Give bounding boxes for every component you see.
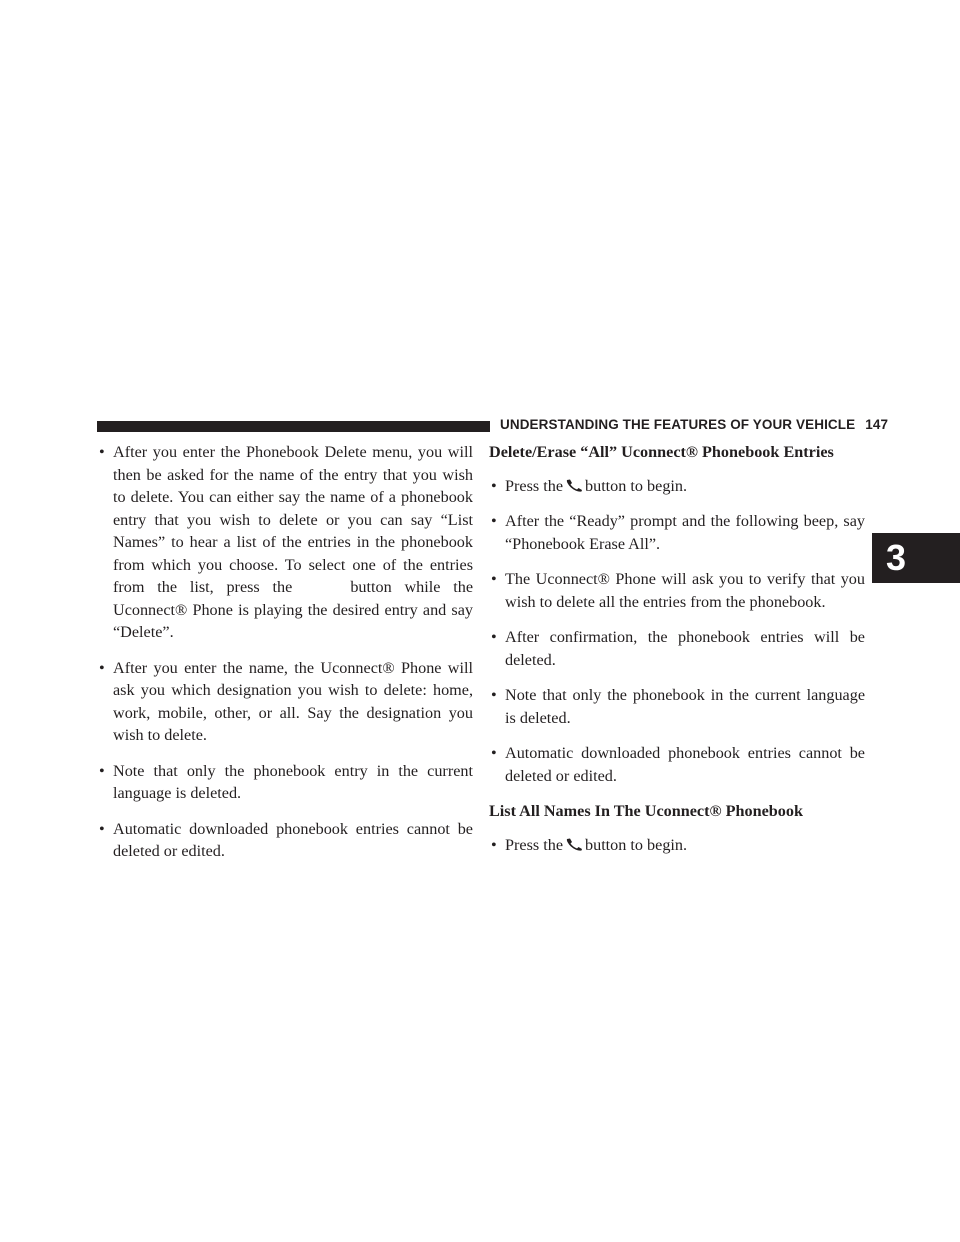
list-item: • Note that only the phonebook in the current language is deleted. [489, 684, 865, 729]
running-header [500, 417, 888, 432]
left-bullet-list [97, 441, 473, 863]
list-item: • After the “Ready” prompt and the following beep, say “Phonebook Erase All”. [489, 510, 865, 555]
chapter-tab [872, 533, 960, 583]
list-item: • After confirmation, the phonebook entries will be deleted. [489, 626, 865, 671]
section-title: UNDERSTANDING THE FEATURES OF YOUR VEHICLE [500, 417, 856, 432]
section-heading: List All Names In The Uconnect® Phonebook [489, 802, 803, 820]
list-item: • Note that only the phonebook entry in the current language is deleted. [97, 760, 473, 805]
chapter-number: 3 [886, 537, 907, 578]
list-item: • The Uconnect® Phone will ask you to verify that you wish to delete all the entries from the phonebook. [489, 568, 865, 613]
section-heading: Delete/Erase “All” Uconnect® Phonebook Entries [489, 443, 834, 461]
phone-icon [566, 479, 583, 492]
list-item: • Automatic downloaded phonebook entries cannot be deleted or edited. [97, 818, 473, 863]
list-item: • Press the button to begin. [489, 475, 865, 498]
list-item: • Automatic downloaded phonebook entries cannot be deleted or edited. [489, 742, 865, 787]
right-bullet-list-1 [489, 475, 865, 788]
right-column [489, 441, 865, 869]
right-bullet-list-2 [489, 834, 865, 857]
list-item: • After you enter the name, the Uconnect® Phone will ask you which designation you wish to delete: home, work, mobile, other, or all. Say the designation you wish to delete. [97, 657, 473, 747]
phone-icon [566, 838, 583, 851]
left-column [97, 441, 473, 876]
list-item: • After you enter the Phonebook Delete menu, you will then be asked for the name of the entry that you wish to delete. You can either say the name of a phonebook entry that you wish to delete or you can say “List Names” to hear a list of the entries in the phonebook from which you choose. To select one of the entries from the list, press the button while the Uconnect® Phone is playing the desired entry and say “Delete”. [97, 441, 473, 644]
list-item: • Press the button to begin. [489, 834, 865, 857]
header-rule [97, 421, 490, 432]
page-number: 147 [865, 417, 889, 432]
